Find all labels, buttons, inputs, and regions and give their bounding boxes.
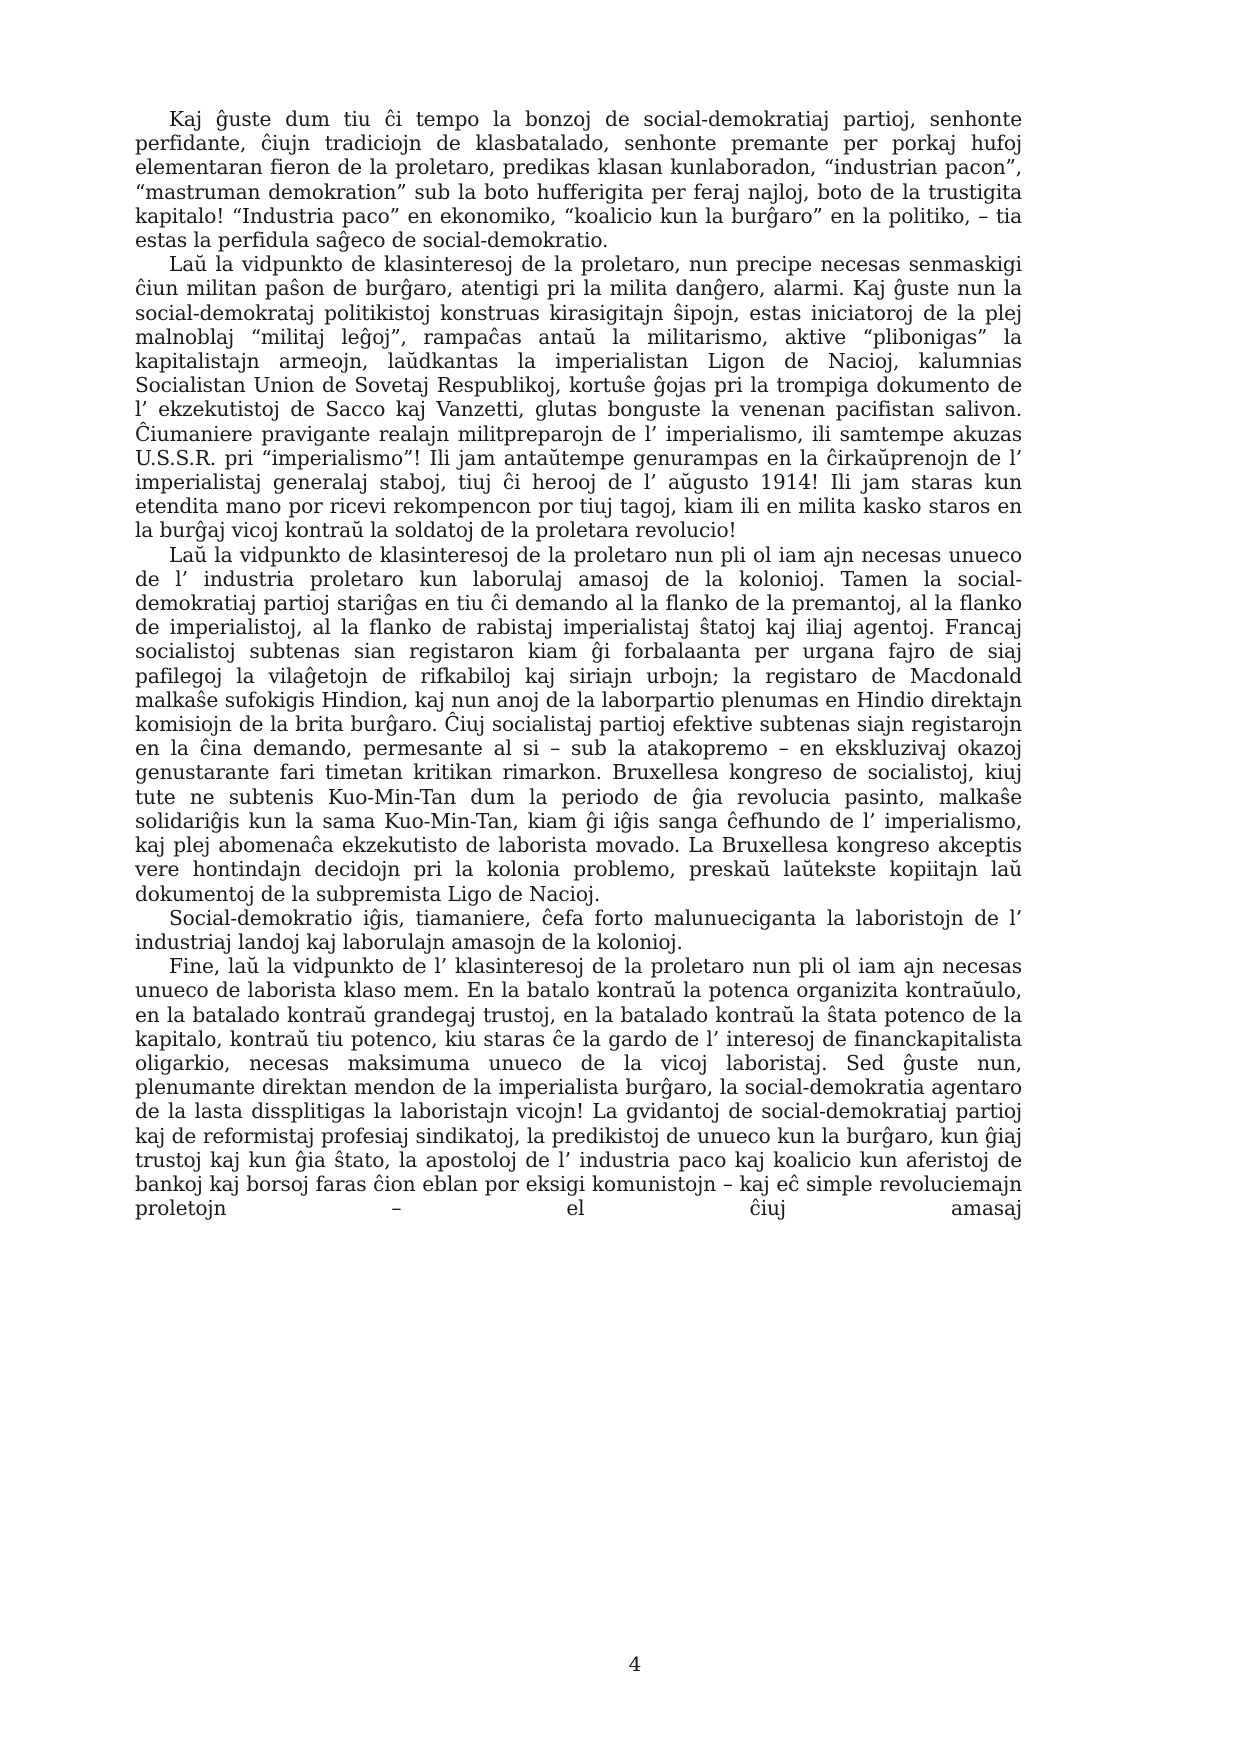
page-number: 4	[628, 1652, 642, 1676]
paragraph: Kaj ĝuste dum tiu ĉi tempo la bonzoj de social-demokratiaj partioj, senhonte perfidante, ĉiujn tradiciojn de klasbatalado, senhonte premante per porkaj hufoj elementaran fieron de la proletaro, predikas klasan kunlaboradon, “industrian pacon”, “mastruman demokration” sub la boto hufferigita per feraj najloj, boto de la trustigita kapitalo! “Industria paco” en ekonomiko, “koalicio kun la burĝaro” en la politiko, – tia estas la perfidula saĝeco de social-demokratio.	[135, 107, 1022, 253]
paragraph: Laŭ la vidpunkto de klasinteresoj de la proletaro, nun precipe necesas senmaskigi ĉiun militan paŝon de burĝaro, atentigi pri la milita danĝero, alarmi. Kaj ĝuste nun la social-demokrataj politikistoj konstruas kirasigitajn ŝipojn, estas iniciatoroj de la plej malnoblaj “militaj leĝoj”, rampaĉas antaŭ la militarismo, aktive “plibonigas” la kapitalistajn armeojn, laŭdkantas la imperialistan Ligon de Nacioj, kalumnias Socialistan Union de Sovetaj Respublikoj, kortuŝe ĝojas pri la trompiga dokumento de l’ ekzekutistoj de Sacco kaj Vanzetti, glutas bonguste la venenan pacifistan salivon. Ĉiumaniere pravigante realajn militpreparojn de l’ imperialismo, ili samtempe akuzas U.S.S.R. pri “imperialismo”! Ili jam antaŭtempe genurampas en la ĉirkaŭprenojn de l’ imperialistaj generalaj staboj, tiuj ĉi herooj de l’ aŭgusto 1914! Ili jam staras kun etendita mano por ricevi rekompencon por tiuj tagoj, kiam ili en milita kasko staros en la burĝaj vicoj kontraŭ la soldatoj de la proletara revolucio!	[135, 252, 1022, 543]
paragraph: Social-demokratio iĝis, tiamaniere, ĉefa forto malunueciganta la laboristojn de l’ industriaj landoj kaj laborulajn amasojn de la kolonioj.	[135, 905, 1022, 954]
paragraph: Laŭ la vidpunkto de klasinteresoj de la proletaro nun pli ol iam ajn necesas unueco de l’ industria proletaro kun laborulaj amasoj de la kolonioj. Tamen la social-demokratiaj partioj stariĝas en tiu ĉi demando al la flanko de la premantoj, al la flanko de imperialistoj, al la flanko de rabistaj imperialistaj ŝtatoj kaj iliaj agentoj. Francaj socialistoj subtenas sian registaron kiam ĝi forbalaanta per urgana fajro de siaj pafilegoj la vilaĝetojn de rifkabiloj kaj siriajn urbojn; la registaro de Macdonald malkaŝe sufokigis Hindion, kaj nun anoj de la laborpartio plenumas en Hindio direktajn komisiojn de la brita burĝaro. Ĉiuj socialistaj partioj efektive subtenas siajn registarojn en la ĉina demando, permesante al si – sub la atakopremo – en ekskluzivaj okazoj genustarante fari timetan kritikan rimarkon. Bruxellesa kongreso de socialistoj, kiuj tute ne subtenis Kuo-Min-Tan dum la periodo de ĝia revolucia pasinto, malkaŝe solidariĝis kun la sama Kuo-Min-Tan, kiam ĝi iĝis sanga ĉefhundo de l’ imperialismo, kaj plej abomenaĉa ekzekutisto de laborista movado. La Bruxellesa kongreso akceptis vere hontindajn decidojn pri la kolonia problemo, preskaŭ laŭtekste kopiitajn laŭ dokumentoj de la subpremista Ligo de Nacioj.	[135, 542, 1022, 906]
document-body	[135, 107, 1022, 1220]
paragraph: Fine, laŭ la vidpunkto de l’ klasinteresoj de la proletaro nun pli ol iam ajn necesas unueco de laborista klaso mem. En la batalo kontraŭ la potenca organizita kontraŭulo, en la batalado kontraŭ grandegaj trustoj, en la batalado kontraŭ la ŝtata potenco de la kapitalo, kontraŭ tiu potenco, kiu staras ĉe la gardo de l’ interesoj de financkapitalista oligarkio, necesas maksimuma unueco de la vicoj laboristaj. Sed ĝuste nun, plenumante direktan mendon de la imperialista burĝaro, la social-demokratia agentaro de la lasta dissplitigas la laboristajn vicojn! La gvidantoj de social-demokratiaj partioj kaj de reformistaj profesiaj sindikatoj, la predikistoj de unueco kun la burĝaro, kun ĝiaj trustoj kaj kun ĝia ŝtato, la apostoloj de l’ industria paco kaj koalicio kun aferistoj de bankoj kaj borsoj faras ĉion eblan por eksigi komunistojn – kaj eĉ simple revoluciemajn proletojn – el ĉiuj amasaj	[135, 954, 1022, 1221]
